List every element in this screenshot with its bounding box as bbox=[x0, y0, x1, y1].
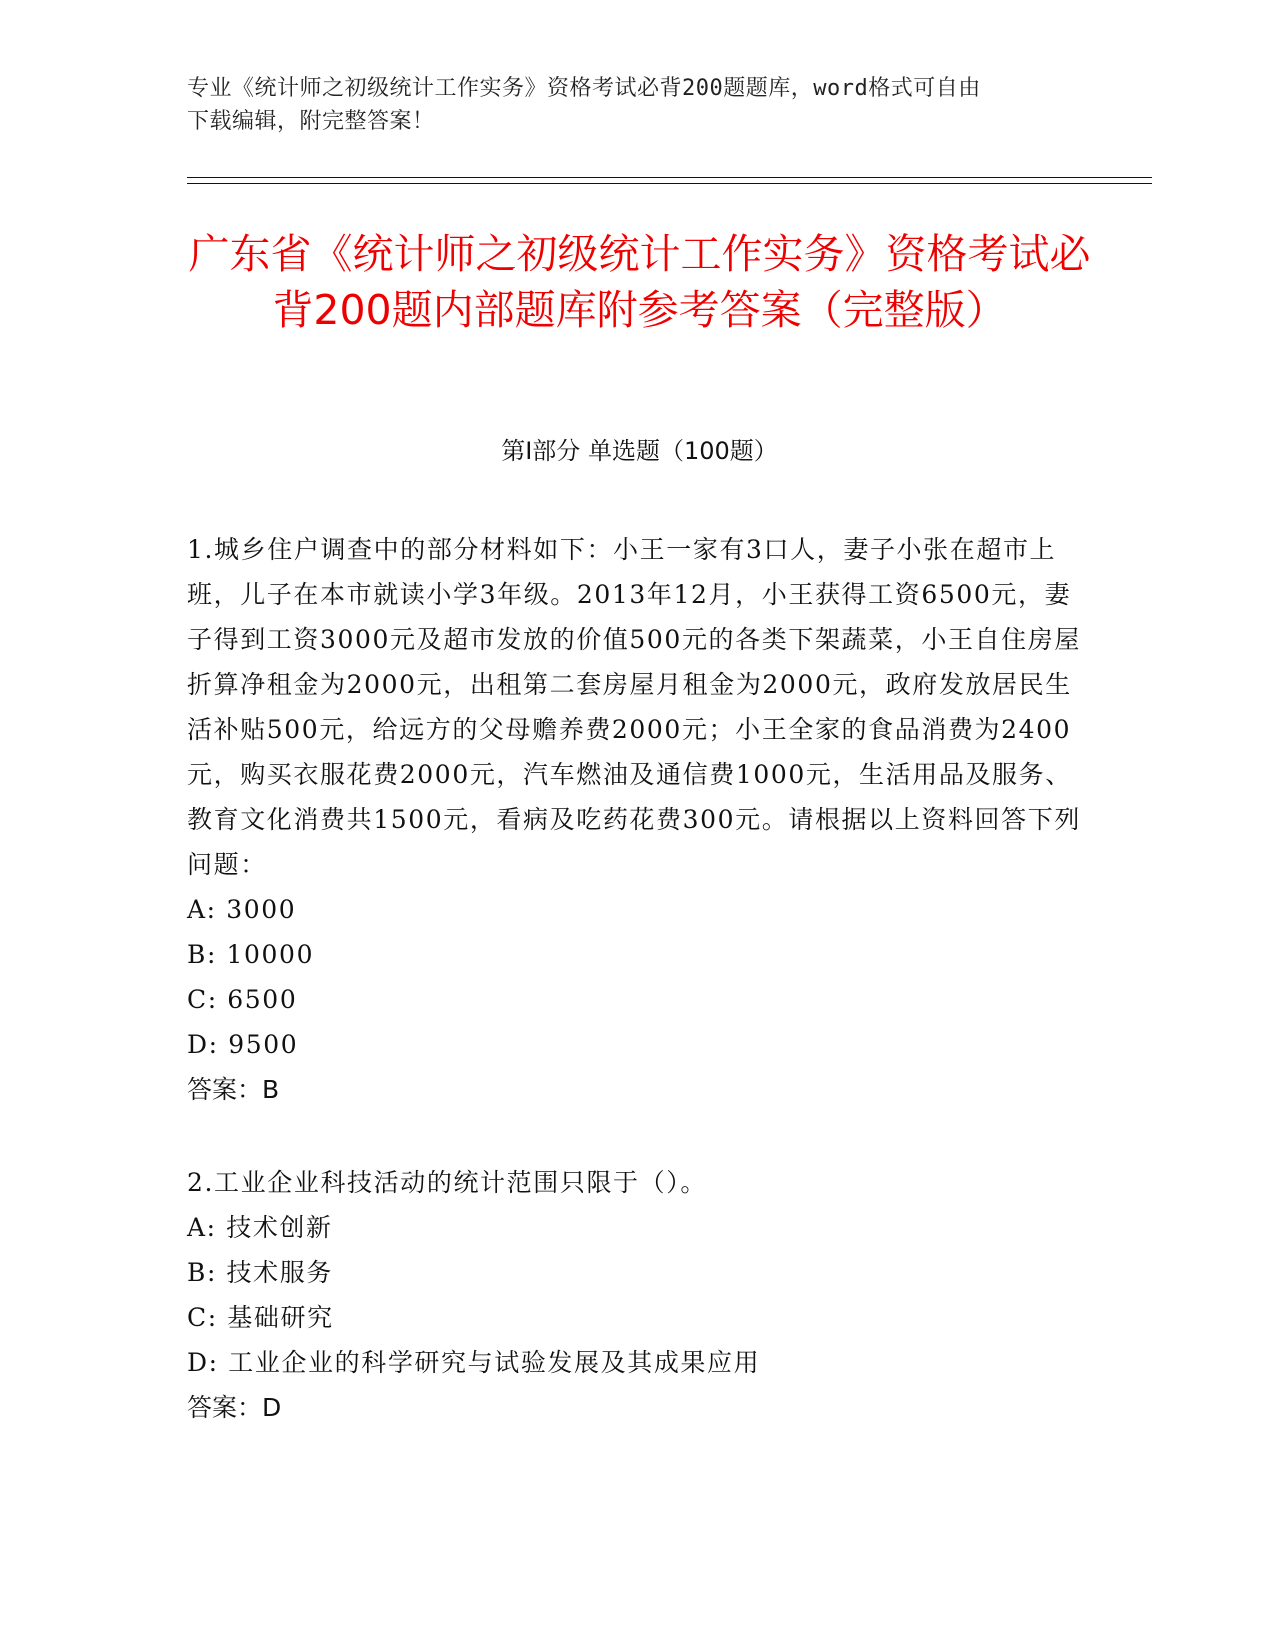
option-d: D: 工业企业的科学研究与试验发展及其成果应用 bbox=[187, 1348, 761, 1377]
option-a: A: 技术创新 bbox=[187, 1213, 333, 1242]
header-note bbox=[187, 72, 1067, 138]
header-note-line-1: 专业《统计师之初级统计工作实务》资格考试必背200题题库，word格式可自由 bbox=[187, 76, 981, 101]
question-stem: 1.城乡住户调查中的部分材料如下：小王一家有3口人，妻子小张在超市上班，儿子在本市就读小学3年级。2013年12月，小王获得工资6500元，妻子得到工资3000元及超市发放的价值500元的各类下架蔬菜，小王自住房屋折算净租金为2000元，出租第二套房屋月租金为2000元，政府发放居民生活补贴500元，给远方的父母赡养费2000元；小王全家的食品消费为2400元，购买衣服花费2000元，汽车燃油及通信费1000元，生活用品及服务、教育文化消费共1500元，看病及吃药花费300元。请根据以上资料回答下列问题： bbox=[187, 535, 1081, 879]
question-2 bbox=[187, 1160, 1082, 1431]
option-b: B: 技术服务 bbox=[187, 1258, 333, 1287]
option-c: C: 6500 bbox=[187, 985, 298, 1014]
header-divider-bottom bbox=[187, 183, 1152, 184]
answer-line: 答案：B bbox=[187, 1075, 280, 1104]
question-1 bbox=[187, 527, 1082, 1113]
option-a: A: 3000 bbox=[187, 895, 297, 924]
header-divider-top bbox=[187, 177, 1152, 178]
option-b: B: 10000 bbox=[187, 940, 315, 969]
option-c: C: 基础研究 bbox=[187, 1303, 334, 1332]
header-note-line-2: 下载编辑，附完整答案！ bbox=[187, 109, 435, 134]
question-stem: 2.工业企业科技活动的统计范围只限于（）。 bbox=[187, 1168, 707, 1197]
answer-line: 答案：D bbox=[187, 1393, 282, 1422]
option-d: D: 9500 bbox=[187, 1030, 299, 1059]
document-title: 广东省《统计师之初级统计工作实务》资格考试必背200题内部题库附参考答案（完整版） bbox=[188, 230, 1091, 334]
section-heading: 第Ⅰ部分 单选题（100题） bbox=[501, 437, 778, 465]
